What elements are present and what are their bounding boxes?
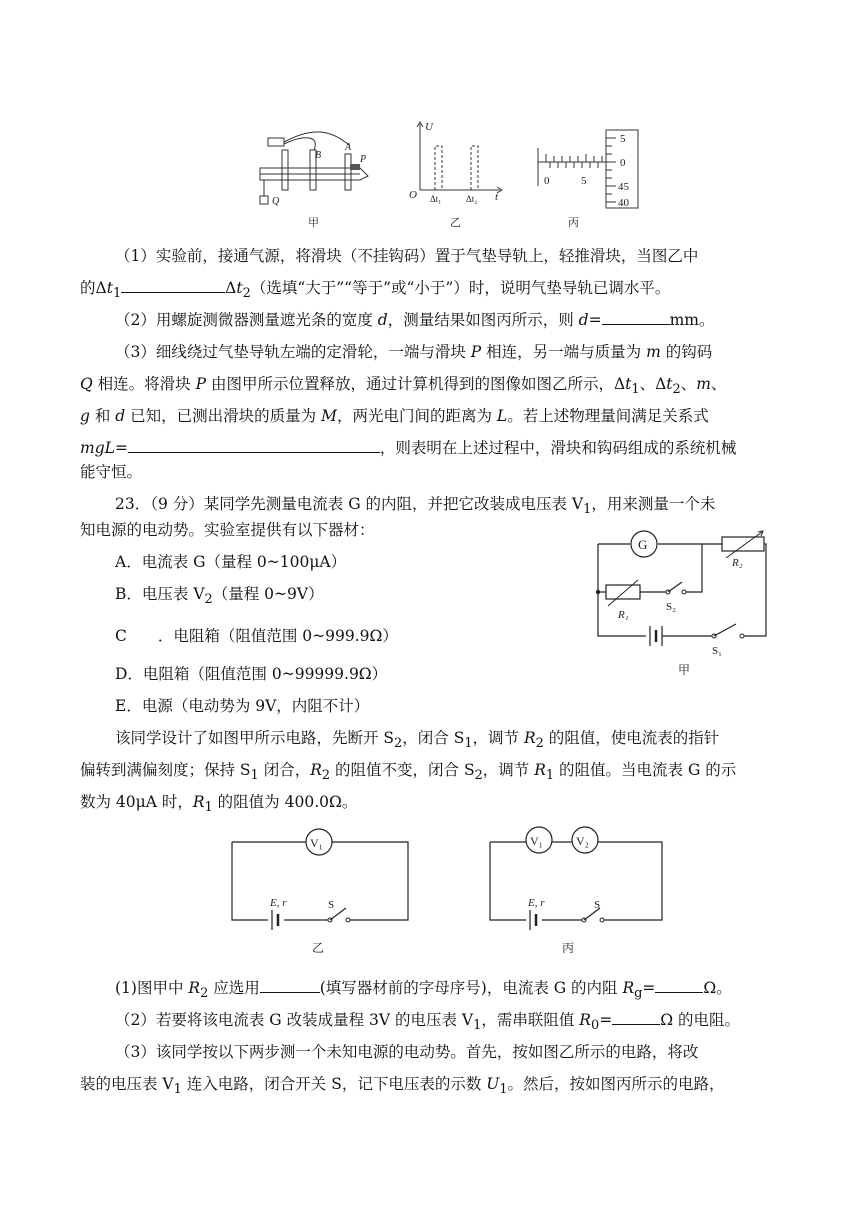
- blank-compare[interactable]: [121, 278, 225, 293]
- option-B: B．电压表 $V_2$（量程 0~9V）: [115, 585, 324, 608]
- blank-relation[interactable]: [128, 438, 380, 453]
- thimble-40: 40: [618, 197, 629, 209]
- p3-line2: Q 相连。将滑块 P 由图甲所示位置释放，通过计算机得到的图像如图乙所示，$\Delta t_1$、$\Delta t_2$、m、: [80, 375, 727, 398]
- label-B: B: [315, 150, 322, 161]
- figure-voltage-graph: [405, 118, 505, 230]
- figure-micrometer: [534, 126, 644, 230]
- label-Er-bing: E, r: [528, 897, 545, 909]
- thimble-5: 5: [620, 133, 626, 145]
- option-D: D．电阻箱（阻值范围 0~99999.9Ω）: [115, 665, 388, 683]
- caption-yi: 乙: [450, 217, 461, 229]
- blank-Rg[interactable]: [655, 978, 703, 993]
- circuit-bing: [486, 822, 668, 958]
- label-S-bing: S: [594, 899, 601, 911]
- label-dt2: Δt₂: [466, 194, 478, 204]
- main-scale-0: 0: [544, 175, 550, 187]
- label-S1: S₁: [712, 645, 722, 657]
- label-A: A: [345, 142, 352, 153]
- label-P: P: [360, 154, 367, 165]
- label-R1: R₁: [618, 609, 629, 621]
- desc-line3: 数为 40μA 时，$R_1$ 的阻值为 400.0Ω。: [80, 793, 358, 816]
- desc-line1: 该同学设计了如图甲所示电路，先断开 $S_2$，闭合 $S_1$，调节 $R_2$ 的阻值，使电流表的指针: [115, 729, 720, 752]
- option-C: C ．电阻箱（阻值范围 0~999.9Ω）: [115, 627, 398, 645]
- thimble-45: 45: [618, 181, 629, 193]
- circuit-jia: [594, 526, 772, 678]
- meter-G-label: G: [638, 537, 648, 552]
- axis-U: U: [425, 121, 433, 133]
- p3-line4: mgL= ，则表明在上述过程中，滑块和钩码组成的系统机械: [80, 439, 737, 457]
- label-S-yi: S: [328, 899, 335, 911]
- circuit-yi: [228, 826, 414, 958]
- label-Q: Q: [272, 196, 280, 207]
- subq1: (1)图甲中 $R_2$ 应选用 (填写器材前的字母序号)，电流表 G 的内阻 $R_g= \Omega$。: [115, 979, 732, 1002]
- axis-t: t: [495, 191, 499, 203]
- subq2: （2）若要将该电流表 G 改装成量程 3V 的电压表 $V_1$，需串联阻值 $R_0= \Omega$ 的电阻。: [115, 1011, 740, 1034]
- blank-R0[interactable]: [612, 1010, 660, 1025]
- thimble-0: 0: [620, 157, 626, 169]
- main-scale-5: 5: [581, 175, 587, 187]
- subq3-line1: （3）该同学按以下两步测一个未知电源的电动势。首先，按如图乙所示的电路，将改: [115, 1043, 699, 1061]
- p1-line2: 的$\Delta t_1$ $\Delta t_2$（选填“大于”“等于”或“小于”）时，说明气垫导轨已调水平。: [80, 279, 671, 302]
- caption-jia: 甲: [308, 217, 319, 228]
- p3-line3: g 和 d 已知，已测出滑块的质量为 M，两光电门间的距离为 L。若上述物理量间满足关系式: [80, 407, 709, 425]
- label-Er-yi: E, r: [270, 897, 287, 909]
- caption-circuit-yi: 乙: [312, 941, 325, 955]
- label-R2: R₂: [732, 557, 743, 569]
- meter-V1-label-yi: V₁: [310, 836, 323, 850]
- caption-circuit-bing: 丙: [562, 941, 575, 955]
- meter-V2-label-bing: V₂: [576, 834, 589, 848]
- subq3-line2: 装的电压表 $V_1$ 连入电路，闭合开关 S，记下电压表的示数 $U_1$。然后，按如图丙所示的电路，: [80, 1075, 725, 1098]
- caption-bing: 丙: [568, 217, 579, 229]
- caption-circuit-jia: 甲: [678, 663, 691, 677]
- figure-apparatus: [250, 128, 380, 228]
- axis-origin: O: [409, 189, 417, 201]
- p1-line1: （1）实验前，接通气源，将滑块（不挂钩码）置于气垫导轨上，轻推滑块，当图乙中: [115, 247, 699, 265]
- desc-line2: 偏转到满偏刻度；保持 $S_1$ 闭合，$R_2$ 的阻值不变，闭合 $S_2$，调节 $R_1$ 的阻值。当电流表 G 的示: [80, 761, 737, 784]
- blank-R2-choice[interactable]: [260, 978, 320, 993]
- label-dt1: Δt₁: [430, 194, 442, 204]
- label-S2: S₂: [666, 601, 676, 613]
- option-A: A．电流表 G（量程 0~100μA）: [115, 553, 347, 571]
- blank-d[interactable]: [602, 310, 670, 325]
- p2-line: （2）用螺旋测微器测量遮光条的宽度 d，测量结果如图丙所示，则 d= mm。: [115, 311, 715, 329]
- q23-line2: 知电源的电动势。实验室提供有以下器材：: [80, 521, 375, 539]
- option-E: E．电源（电动势为 9V，内阻不计）: [115, 697, 370, 715]
- q23-line1: 23．（9 分）某同学先测量电流表 G 的内阻，并把它改装成电压表 $V_1$，用来测量一个未: [115, 495, 716, 518]
- meter-V1-label-bing: V₁: [530, 834, 543, 848]
- p3-line5: 能守恒。: [80, 463, 143, 481]
- p3-line1: （3）细线绕过气垫导轨左端的定滑轮，一端与滑块 P 相连，另一端与质量为 m 的钩码: [115, 343, 713, 361]
